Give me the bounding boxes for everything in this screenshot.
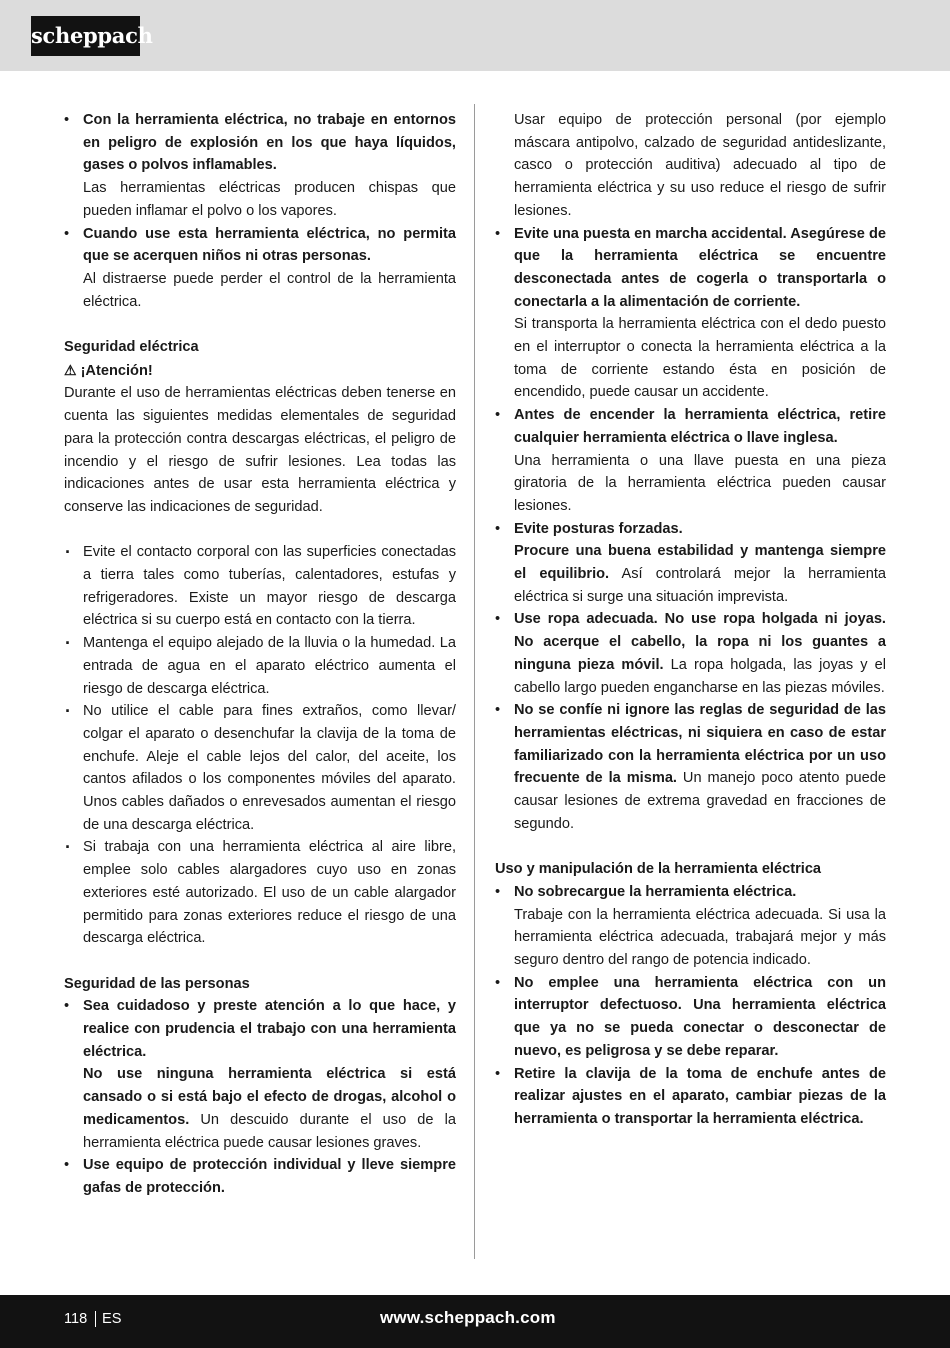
list-item bbox=[495, 1063, 886, 1131]
list-item: · No utilice el cable para fines extraños, como llevar/ colgar el aparato o desenchufar la clavija de la toma de enchufe. Aleje el cable lejos del calor, del aceite, los cantos afilados o los componentes móviles del aparato. Unos cables dañados o enrevesados aumentan el riesgo de una descarga eléctrica. bbox=[64, 700, 456, 836]
tool-handling-list bbox=[495, 881, 886, 1131]
list-item: · Mantenga el equipo alejado de la lluvia o la humedad. La entrada de agua en el aparato eléctrico aumenta el riesgo de descarga eléctrica. bbox=[64, 632, 456, 700]
bullet-title: • Use equipo de protección individual y lleve siempre gafas de protección. bbox=[83, 1157, 456, 1196]
page-number: 118 bbox=[64, 1311, 88, 1327]
bullet-text: Una herramienta o una llave puesta en una pieza giratoria de la herramienta eléctrica pueden causar lesiones. bbox=[514, 452, 886, 514]
bullet-title: • Antes de encender la herramienta eléctrica, retire cualquier herramienta eléctrica o llave inglesa. bbox=[514, 407, 886, 446]
bullet-text: Usar equipo de protección personal (por ejemplo máscara antipolvo, calzado de seguridad antideslizante, casco o protección auditiva) adecuado al tipo de herramienta eléctrica y su uso reduce el riesgo de sufrir lesiones. bbox=[514, 112, 886, 219]
bullet-text: Las herramientas eléctricas producen chispas que pueden inflamar el polvo o los vapores. bbox=[83, 180, 456, 219]
footer-separator bbox=[95, 1311, 96, 1327]
list-item bbox=[64, 1154, 456, 1199]
bullet-title: • No sobrecargue la herramienta eléctrica. bbox=[514, 883, 797, 900]
list-item bbox=[495, 404, 886, 518]
personal-safety-list-continued bbox=[495, 109, 886, 836]
bullet-text: Si transporta la herramienta eléctrica con el dedo puesto en el interruptor o conecta la herramienta eléctrica a la toma de corriente estando ésta en posición de encendido, puede causar un accidente. bbox=[514, 316, 886, 401]
list-item bbox=[495, 881, 886, 972]
bullet-title: • Evite una puesta en marcha accidental. Asegúrese de que la herramienta eléctrica se encuentre desconectada antes de cogerla o transportarla o conectarla a la alimentación de corriente. bbox=[514, 225, 886, 310]
bullet-text: Al distraerse puede perder el control de la herramienta eléctrica. bbox=[83, 270, 456, 310]
left-column bbox=[64, 109, 456, 1200]
list-item: · Si trabaja con una herramienta eléctrica al aire libre, emplee solo cables alargadores cuyo uso en zonas exteriores esté autorizado. El uso de un cable alargador permitido para zonas exteriores reduce el riesgo de una descarga eléctrica. bbox=[64, 836, 456, 950]
list-item bbox=[495, 518, 886, 609]
bullet-text: Procure una buena estabilidad y mantenga siempre el equilibrio. Así controlará mejor la herramienta eléctrica si surge una situación imprevista. bbox=[514, 543, 887, 605]
section-heading-electrical-safety: Seguridad eléctrica bbox=[64, 339, 199, 356]
bullet-text: No use ninguna herramienta eléctrica si está cansado o si está bajo el efecto de drogas, alcohol o medicamentos. Un descuido durante el uso de la herramienta eléctrica puede causar lesiones graves. bbox=[83, 1066, 456, 1151]
list-item bbox=[495, 699, 886, 835]
bullet-title: • No emplee una herramienta eléctrica con un interruptor defectuoso. Una herramienta eléctrica que ya no se pueda conectar o desconectar de nuevo, es peligrosa y se debe reparar. bbox=[514, 974, 886, 1059]
list-item bbox=[495, 223, 886, 405]
warning-line bbox=[64, 359, 456, 383]
bullet-title: • Sea cuidadoso y preste atención a lo que hace, y realice con prudencia el trabajo con una herramienta eléctrica. bbox=[83, 998, 456, 1060]
workplace-safety-list bbox=[64, 109, 456, 313]
bullet-text: • No se confíe ni ignore las reglas de seguridad de las herramientas eléctricas, ni siquiera en caso de estar familiarizado con la herramienta eléctrica por un uso frecuente de la misma. Un manejo poco atento puede causar lesiones de extrema gravedad en fracciones de segundo. bbox=[514, 702, 886, 832]
bullet-text: Trabaje con la herramienta eléctrica adecuada. Si usa la herramienta eléctrica adecuada, trabajará mejor y más seguro dentro del rango de potencia indicado. bbox=[514, 906, 886, 968]
bullet-text: • Use ropa adecuada. No use ropa holgada ni joyas. No acerque el cabello, la ropa ni los guantes a ninguna pieza móvil. La ropa holgada, las joyas y el cabello largo pueden engancharse en las piezas móviles. bbox=[514, 611, 886, 696]
section-heading-personal-safety: Seguridad de las personas bbox=[64, 975, 250, 992]
list-item bbox=[495, 608, 886, 699]
list-item bbox=[64, 109, 456, 223]
warning-triangle-icon: ⚠ bbox=[64, 361, 77, 378]
list-item: · Evite el contacto corporal con las superficies conectadas a tierra tales como tuberías, calentadores, estufas y refrigeradores. Existe un mayor riesgo de descarga eléctrica si su cuerpo está en contacto con la tierra. bbox=[64, 541, 456, 632]
brand-logo: scheppach bbox=[31, 16, 140, 56]
bullet-title: • Con la herramienta eléctrica, no trabaje en entornos en peligro de explosión en los que haya líquidos, gases o polvos inflamables. bbox=[83, 112, 456, 174]
column-divider bbox=[474, 104, 475, 1259]
list-item bbox=[64, 223, 456, 314]
website-link[interactable]: www.scheppach.com bbox=[380, 1308, 556, 1327]
bullet-title: • Retire la clavija de la toma de enchufe antes de realizar ajustes en el aparato, cambiar piezas de la herramienta o transportar la herramienta eléctrica. bbox=[514, 1065, 886, 1127]
right-column bbox=[495, 109, 886, 1131]
bullet-title: • Cuando use esta herramienta eléctrica, no permita que se acerquen niños ni otras personas. bbox=[83, 225, 456, 265]
list-item bbox=[495, 972, 886, 1063]
bullet-title: • Evite posturas forzadas. bbox=[514, 520, 683, 537]
page-language: ES bbox=[102, 1311, 122, 1327]
warning-label: ¡Atención! bbox=[80, 362, 153, 379]
list-item bbox=[64, 995, 456, 1154]
electrical-intro: Durante el uso de herramientas eléctricas deben tenerse en cuenta las siguientes medidas elementales de seguridad para la protección contra descargas eléctricas, el peligro de incendio y el riesgo de sufrir lesiones. Lea todas las indicaciones antes de usar esta herramienta eléctrica y conserve las indicaciones de seguridad. bbox=[64, 385, 456, 515]
section-heading-tool-handling: Uso y manipulación de la herramienta eléctrica bbox=[495, 861, 822, 878]
personal-safety-list bbox=[64, 995, 456, 1199]
electrical-safety-list bbox=[64, 541, 456, 950]
list-item-continued bbox=[495, 109, 886, 223]
